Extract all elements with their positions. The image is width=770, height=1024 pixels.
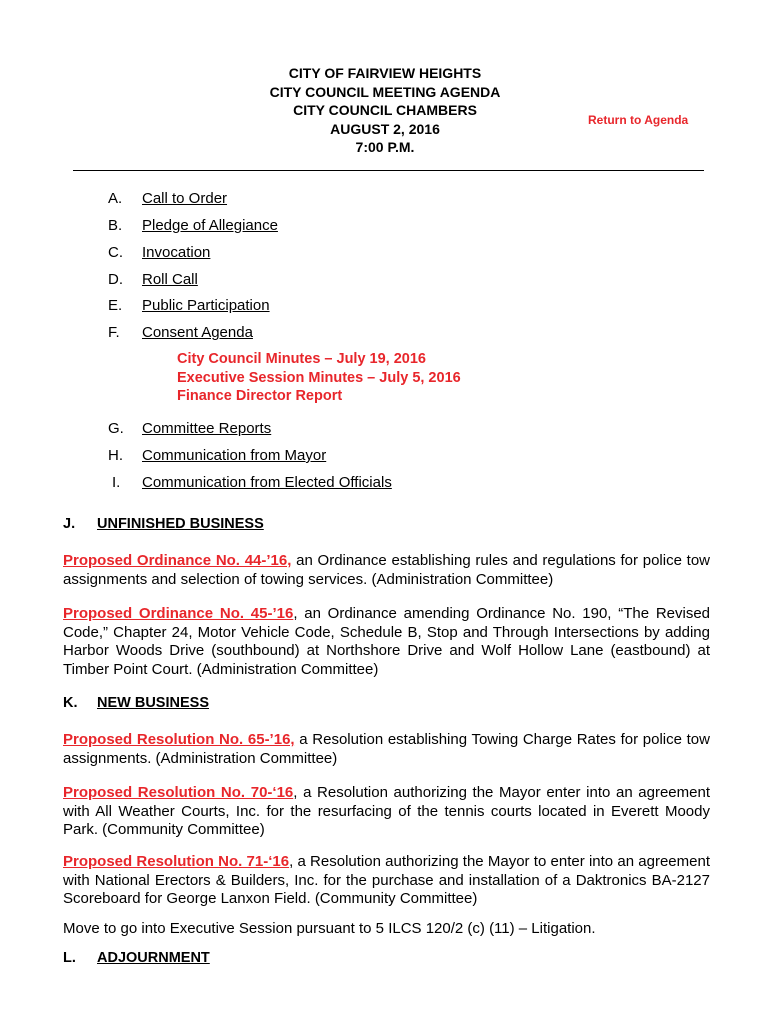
item-letter: F. (108, 324, 120, 341)
resolution-description: , a Resolution authorizing the Mayor enter into an agreement with All Weather Courts, Inc. for the resurfacing of the tennis courts located in Everett Moody Park. (Community Committee) (63, 784, 710, 838)
header-divider (73, 170, 704, 171)
item-label[interactable]: Pledge of Allegiance (142, 217, 278, 234)
resolution-70-16 (63, 784, 710, 840)
item-letter: D. (108, 271, 123, 288)
section-unfinished-business (63, 516, 264, 532)
resolution-link[interactable]: Proposed Resolution No. 71-‘16 (63, 853, 290, 870)
item-label[interactable]: Communication from Mayor (142, 447, 327, 464)
ordinance-description: an Ordinance establishing rules and regulations for police tow assignments and selection of towing services. (Administration Committee) (63, 552, 710, 588)
item-letter: I. (112, 474, 121, 491)
section-title: ADJOURNMENT (97, 950, 210, 966)
item-label[interactable]: Communication from Elected Officials (142, 474, 392, 491)
consent-item: Finance Director Report (177, 388, 343, 404)
item-letter: C. (108, 244, 123, 261)
section-adjournment (63, 950, 210, 966)
meeting-time: 7:00 P.M. (355, 139, 415, 155)
section-new-business (63, 695, 209, 711)
item-letter: E. (108, 297, 123, 314)
item-label[interactable]: Call to Order (142, 190, 228, 207)
item-letter: H. (108, 447, 123, 464)
section-title: NEW BUSINESS (97, 695, 209, 711)
resolution-71-16 (63, 853, 710, 909)
resolution-description: a Resolution establishing Towing Charge Rates for police tow assignments. (Administration Committee) (63, 731, 710, 767)
ordinance-44-16 (63, 552, 710, 589)
agenda-header (0, 64, 770, 157)
ordinance-45-16 (63, 605, 710, 679)
item-letter: B. (108, 217, 123, 234)
section-title: UNFINISHED BUSINESS (97, 516, 264, 532)
ordinance-link[interactable]: Proposed Ordinance No. 45-’16 (63, 605, 294, 622)
resolution-description: , a Resolution authorizing the Mayor to enter into an agreement with National Erectors & Builders, Inc. for the purchase and installation of a Daktronics BA-2127 Scoreboard for George Lanxon Field. (Community Committee) (63, 853, 711, 907)
consent-item: Executive Session Minutes – July 5, 2016 (177, 369, 461, 386)
return-to-agenda-link[interactable]: Return to Agenda (588, 113, 689, 127)
section-letter: K. (63, 695, 78, 711)
item-label[interactable]: Roll Call (142, 271, 198, 288)
resolution-65-16 (63, 731, 710, 768)
meeting-date: AUGUST 2, 2016 (330, 120, 440, 137)
city-name: CITY OF FAIRVIEW HEIGHTS (288, 65, 482, 81)
item-label[interactable]: Public Participation (142, 297, 270, 314)
consent-item: City Council Minutes – July 19, 2016 (177, 351, 426, 367)
meeting-title: CITY COUNCIL MEETING AGENDA (269, 83, 501, 100)
item-letter: A. (108, 190, 123, 207)
item-label[interactable]: Invocation (142, 244, 211, 261)
resolution-link[interactable]: Proposed Resolution No. 70-‘16 (63, 784, 294, 801)
executive-session-motion: Move to go into Executive Session pursuant to 5 ILCS 120/2 (c) (11) – Litigation. (63, 920, 596, 937)
item-label[interactable]: Committee Reports (142, 420, 272, 437)
ordinance-description: , an Ordinance amending Ordinance No. 190, “The Revised Code,” Chapter 24, Motor Vehicle Code, Schedule B, Stop and Through Intersections by adding Harbor Woods Drive (southbound) at Northshore Drive and Wolf Hollow Lane (eastbound) at Timber Point Court. (Administration Committee) (63, 605, 711, 678)
consent-agenda-list (177, 350, 461, 406)
section-letter: J. (63, 516, 76, 532)
meeting-location: CITY COUNCIL CHAMBERS (293, 102, 477, 118)
resolution-link[interactable]: Proposed Resolution No. 65-’16, (63, 731, 295, 748)
section-letter: L. (63, 950, 76, 966)
item-label[interactable]: Consent Agenda (142, 324, 253, 341)
item-letter: G. (108, 420, 124, 437)
ordinance-link[interactable]: Proposed Ordinance No. 44-’16, (63, 552, 292, 569)
